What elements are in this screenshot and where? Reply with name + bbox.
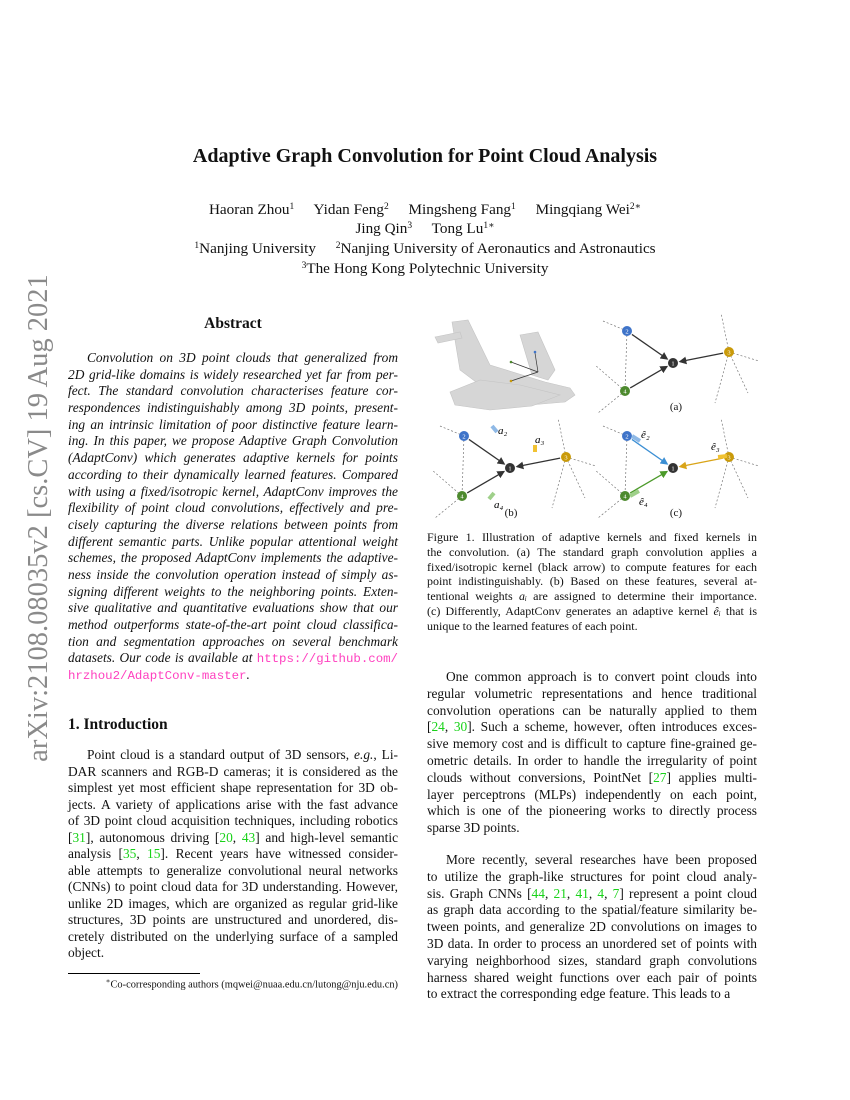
right-paragraph-2 (427, 852, 757, 1003)
author: Mingsheng Fang (408, 201, 512, 218)
kernel-arrow (680, 458, 723, 466)
text-run: unlike 2D images, which are organized as regular grid-like (68, 895, 398, 911)
text-run: varying neighborhood sizes, standard graph convolutions (427, 952, 757, 968)
text-run: , (444, 719, 454, 735)
text-run: [ (68, 829, 73, 845)
text-line (427, 604, 757, 619)
text-run: fixed/isotropic kernel (black arrow) to compute features for each (427, 559, 757, 574)
panel-label: (b) (504, 507, 518, 519)
text-run: clouds without conversions, PointNet [ (427, 769, 654, 785)
text-run: object. (68, 945, 105, 960)
paper-title: Adaptive Graph Convolution for Point Cloud Analysis (192, 145, 658, 167)
author: Mingqiang Wei (535, 201, 630, 218)
graph-node-label: 4 (623, 493, 627, 501)
graph-node-label: 3 (727, 349, 731, 357)
citation-link[interactable]: 15 (147, 846, 161, 861)
text-run: ] and high-level semantic (255, 829, 399, 845)
text-line (68, 467, 398, 484)
text-run: sis. Graph CNNs [ (427, 885, 532, 901)
text-line (427, 970, 757, 987)
graph-node-label: 2 (625, 328, 629, 336)
attention-weight-label: a₃ (535, 434, 545, 446)
text-line (68, 500, 398, 517)
text-run: tentional weights (427, 589, 519, 604)
attention-weight-label: a₂ (498, 425, 508, 437)
text-run: to extract the corresponding edge feature. This leads to a (427, 986, 731, 1002)
text-run: ing. In this paper, we propose Adaptive Graph Convolution (68, 433, 398, 449)
text-run: [ (427, 719, 432, 735)
text-line (68, 617, 398, 634)
adaptive-kernel-label: ê₃ (711, 441, 720, 453)
citation-link[interactable]: 27 (653, 769, 667, 785)
citation-link[interactable]: 31 (72, 829, 86, 845)
neighbor-edge (462, 433, 466, 496)
author-line-2 (0, 219, 850, 238)
author: Yidan Feng (313, 201, 384, 218)
panel-label: (c) (669, 507, 683, 519)
neighbor-edge (558, 418, 566, 457)
intro-paragraph (68, 747, 398, 962)
neighbor-edge (625, 433, 629, 496)
text-line (427, 787, 757, 804)
neighbor-edge (595, 470, 625, 496)
text-line (68, 367, 398, 384)
text-line (68, 517, 398, 534)
text-run: ]. Such a scheme, however, often introduces exces- (467, 719, 757, 735)
text-line (68, 764, 398, 781)
text-line (68, 584, 398, 601)
right-paragraph-1 (427, 669, 757, 837)
abstract-heading: Abstract (204, 315, 262, 332)
neighbor-edge (721, 418, 729, 457)
citation-link[interactable]: 41 (575, 885, 589, 901)
inline-text: êᵢ (713, 603, 721, 618)
text-line (427, 530, 757, 545)
affiliation: Nanjing University of Aeronautics and Astronautics (340, 240, 656, 257)
neighbor-edge (552, 454, 568, 508)
text-run: ing an intrinsic limitation of poor distinctive feature learn- (68, 416, 398, 432)
code-url-link[interactable]: https://github.com/ (256, 652, 398, 667)
text-line (68, 830, 398, 847)
text-run: 2D grid-like domains is widely researched yet far from per- (68, 366, 398, 382)
text-line (68, 813, 398, 830)
text-line (68, 945, 398, 962)
text-run: jects. A variety of applications arise with the fast advance (68, 796, 398, 812)
text-line (68, 400, 398, 417)
graph-node-label: 4 (623, 388, 627, 396)
text-line (68, 634, 398, 651)
text-run: 3D data. In order to process an unordered set of points with (427, 935, 757, 951)
text-run: DAR scanners and RGB-D cameras; it is considered as the (68, 763, 398, 779)
text-line (68, 567, 398, 584)
text-run: (c) Differently, AdaptConv generates an adaptive kernel (427, 603, 714, 618)
author: Haoran Zhou (208, 201, 290, 218)
affiliation-line-1 (0, 239, 850, 258)
neighbor-edge (727, 454, 748, 498)
text-run: schemes, the proposed AdaptConv implements the adaptive- (68, 550, 398, 566)
kernel-arrow (632, 334, 667, 359)
kernel-arrow (680, 353, 723, 361)
neighbor-edge (625, 328, 629, 391)
neighbor-edge (598, 493, 627, 518)
kernel-arrow (517, 458, 560, 466)
footnote-text: Co-corresponding authors (mqwei@nuaa.edu.cn/lutong@nju.edu.cn) (110, 979, 398, 991)
text-line (68, 863, 398, 880)
footnote-mark: ∗ (105, 977, 111, 985)
text-line (68, 879, 398, 896)
author-block (0, 200, 850, 278)
footnote-rule (68, 973, 200, 974)
section-heading-introduction: 1. Introduction (68, 716, 168, 733)
text-run: able attempts to generalize convolutional neural networks (68, 862, 398, 878)
text-run: ometric details. In order to handle the irregularity of point (427, 752, 757, 768)
text-line (427, 869, 757, 886)
text-run: Figure 1. Illustration of adaptive kernels and fixed kernels in (427, 530, 757, 544)
graph-node-label: 1 (671, 360, 675, 368)
text-line (427, 719, 757, 736)
text-run: , (544, 885, 554, 901)
citation-link[interactable]: 4 (597, 885, 605, 901)
text-run: , Li- (373, 747, 398, 762)
kernel-arrow (467, 472, 504, 493)
text-line (68, 383, 398, 400)
text-run: Convolution on 3D point clouds that generalized from (87, 350, 398, 365)
text-run: , (232, 829, 242, 845)
text-run: , (566, 885, 576, 901)
text-line (68, 846, 398, 863)
text-line (427, 686, 757, 703)
text-run: are assigned to determine their importance. (526, 589, 757, 604)
affiliation: The Hong Kong Polytechnic University (306, 260, 549, 277)
figure-1 (420, 310, 765, 528)
citation-link[interactable]: 44 (531, 885, 545, 901)
adaptive-kernel-arrow-icon (718, 456, 727, 457)
text-line (427, 703, 757, 720)
text-run: ] applies multi- (666, 769, 757, 785)
graph-node-label: 4 (460, 493, 464, 501)
abstract-text (68, 350, 398, 684)
affiliation-line-2 (0, 259, 850, 278)
text-run: according to their dynamically learned features. Compared (68, 466, 398, 482)
text-line (68, 433, 398, 450)
text-line (68, 929, 398, 946)
footnote (68, 977, 398, 990)
text-run: layer perceptrons (MLPs) independently on each point, (427, 786, 757, 802)
neighbor-edge (432, 470, 462, 496)
text-run: respondences indistinguishably among 3D points, present- (68, 400, 398, 416)
attention-weight-label: a₄ (494, 499, 504, 511)
graph-node-label: 2 (462, 433, 466, 441)
kernel-arrow (630, 472, 667, 493)
author-sup: 2 (383, 202, 389, 212)
text-run: different semantic parts. Unlike popular attentional weight (68, 533, 398, 549)
graph-node-label: 3 (564, 454, 568, 462)
author-sup: 3 (407, 221, 413, 231)
text-line (427, 669, 757, 686)
text-line (427, 619, 757, 634)
text-run: , (588, 885, 598, 901)
text-line (427, 886, 757, 903)
neighbor-edge (598, 388, 627, 413)
text-line (427, 852, 757, 869)
text-run: to utilize the graph-like structures for point cloud analy- (427, 868, 757, 884)
text-run: analysis [ (68, 846, 123, 861)
citation-link[interactable]: 24 (431, 719, 445, 735)
text-line (427, 545, 757, 560)
text-run: that is (720, 603, 757, 618)
text-line (68, 780, 398, 797)
text-run: sive memory cost and is difficult to capture fine-grained ge- (427, 736, 757, 752)
text-line (68, 600, 398, 617)
text-run: (AdaptConv) which generates adaptive kernels for points (68, 450, 398, 466)
text-line (427, 560, 757, 575)
kernel-arrow (632, 439, 667, 464)
neighbor-edge (727, 349, 748, 393)
panel-label: (a) (669, 401, 683, 413)
citation-link[interactable]: 30 (453, 719, 468, 735)
airplane-point-cloud-image (435, 320, 575, 410)
text-run: ]. Recent years have witnessed consider- (160, 846, 398, 861)
text-line (68, 534, 398, 551)
text-line (427, 736, 757, 753)
arxiv-stamp: arXiv:2108.08035v2 [cs.CV] 19 Aug 2021 (23, 274, 54, 762)
graph-node-label: 3 (727, 454, 731, 462)
text-run: tween points, and generalize 2D convolutions on images to (427, 919, 757, 935)
text-run: which is one of the pioneering works to directly process (427, 803, 757, 819)
affiliation-sup: 2 (335, 241, 341, 251)
kernel-arrow (630, 367, 667, 388)
text-line (68, 912, 398, 929)
text-line (427, 953, 757, 970)
text-line (427, 919, 757, 936)
affiliation: Nanjing University (199, 240, 316, 257)
text-run: cretely distributed on the underlying surface of a sampled (68, 928, 398, 944)
text-line (68, 350, 398, 367)
inline-text: aᵢ (518, 589, 527, 604)
text-run: Point cloud is a standard output of 3D sensors, (87, 747, 355, 762)
text-run: ness inside the convolution operation instead of simply as- (68, 566, 398, 582)
kernel-arrow (469, 439, 504, 464)
text-line (427, 986, 757, 1003)
adaptive-kernel-label: ê₂ (641, 429, 650, 441)
text-run: with using a fixed/isotropic kernel, AdaptConv improves the (68, 483, 398, 499)
text-run: , (604, 885, 613, 901)
text-line (68, 650, 398, 667)
text-run: convolution operations can be naturally applied to them (427, 702, 757, 718)
text-run: sive qualitative and quantitative evaluations show that our (68, 600, 398, 616)
text-run: unique to the learned features of each point. (427, 618, 638, 633)
code-url-link[interactable]: hrzhou2/AdaptConv-master (68, 669, 247, 684)
text-run: flexibility of point cloud convolutions, effectively and pre- (68, 500, 398, 516)
text-line (68, 550, 398, 567)
text-run: sparse 3D points. (427, 820, 520, 836)
affiliation-sup: 1 (194, 241, 200, 251)
text-run: . (246, 667, 250, 683)
neighbor-edge (595, 365, 625, 391)
text-run: tion and segmentation approaches on several benchmark (68, 633, 398, 649)
author-sup: 1 (511, 202, 516, 212)
text-line (68, 484, 398, 501)
text-run: regular volumetric representations and hence traditional (427, 685, 757, 701)
text-run: , (136, 846, 148, 861)
text-run: of 3D point cloud acquisition techniques, including robotics (68, 813, 398, 828)
text-line (427, 902, 757, 919)
author-sup: 2∗ (629, 202, 642, 212)
text-line (68, 667, 398, 684)
text-run: More recently, several researches have been proposed (446, 852, 757, 867)
neighbor-edge (721, 313, 729, 352)
neighbor-edge (715, 349, 731, 403)
text-run: simplest yet most efficient shape representation for 3D ob- (68, 780, 398, 795)
text-line (427, 574, 757, 589)
text-line (68, 797, 398, 814)
text-line (427, 589, 757, 604)
text-line (68, 896, 398, 913)
affiliation-sup: 3 (301, 261, 307, 271)
text-line (427, 803, 757, 820)
author: Jing Qin (355, 220, 408, 237)
text-line (427, 753, 757, 770)
text-run: datasets. Our code is available at (68, 650, 257, 666)
citation-link[interactable]: 21 (553, 885, 567, 901)
text-line (68, 450, 398, 467)
text-run: method outperforms state-of-the-art point cloud classifica- (68, 617, 398, 632)
text-run: One common approach is to convert point clouds into (446, 669, 757, 684)
text-line (68, 747, 398, 764)
attention-weight-arrow-icon (492, 426, 497, 432)
neighbor-edge (435, 493, 464, 518)
text-line (427, 770, 757, 787)
text-run: structures, 3D points are unstructured and unordered, dis- (68, 912, 398, 927)
text-line (68, 417, 398, 434)
citation-link[interactable]: 35 (122, 846, 137, 861)
text-run: point indistinguishably. (b) Based on these features, several at- (427, 574, 757, 589)
graph-node-label: 1 (671, 465, 675, 473)
author: Tong Lu (431, 220, 484, 237)
graph-node-label: 1 (508, 465, 512, 473)
text-run: cisely capturing the diverse relations between points from (68, 516, 398, 532)
inline-text: e.g. (354, 747, 374, 762)
graph-node-label: 2 (625, 433, 629, 441)
citation-link[interactable]: 20 (219, 829, 233, 845)
text-run: harness shared weight functions over each pair of points (427, 969, 757, 985)
figure-caption (427, 530, 757, 634)
text-run: ] represent a point cloud (619, 885, 757, 901)
neighbor-edge (564, 454, 585, 498)
text-run: the convolution. (a) The standard graph convolution applies a (427, 544, 757, 559)
text-run: signing different weights to the neighboring points. Exten- (68, 583, 398, 599)
author-sup: 1∗ (483, 221, 495, 231)
text-run: fect. The standard convolution characterises feature cor- (68, 383, 398, 399)
author-sup: 1 (289, 202, 295, 212)
citation-link[interactable]: 7 (612, 885, 620, 901)
text-run: as graph data according to the spatial/feature similarity be- (427, 902, 757, 918)
adaptive-kernel-label: ê₄ (639, 496, 648, 508)
text-line (427, 936, 757, 953)
text-line (427, 820, 757, 837)
neighbor-edge (715, 454, 731, 508)
text-run: (CNNs) to point cloud data for 3D understanding. However, (68, 879, 398, 894)
author-line-1 (0, 200, 850, 219)
text-run: ], autonomous driving [ (85, 829, 220, 845)
citation-link[interactable]: 43 (241, 829, 256, 845)
